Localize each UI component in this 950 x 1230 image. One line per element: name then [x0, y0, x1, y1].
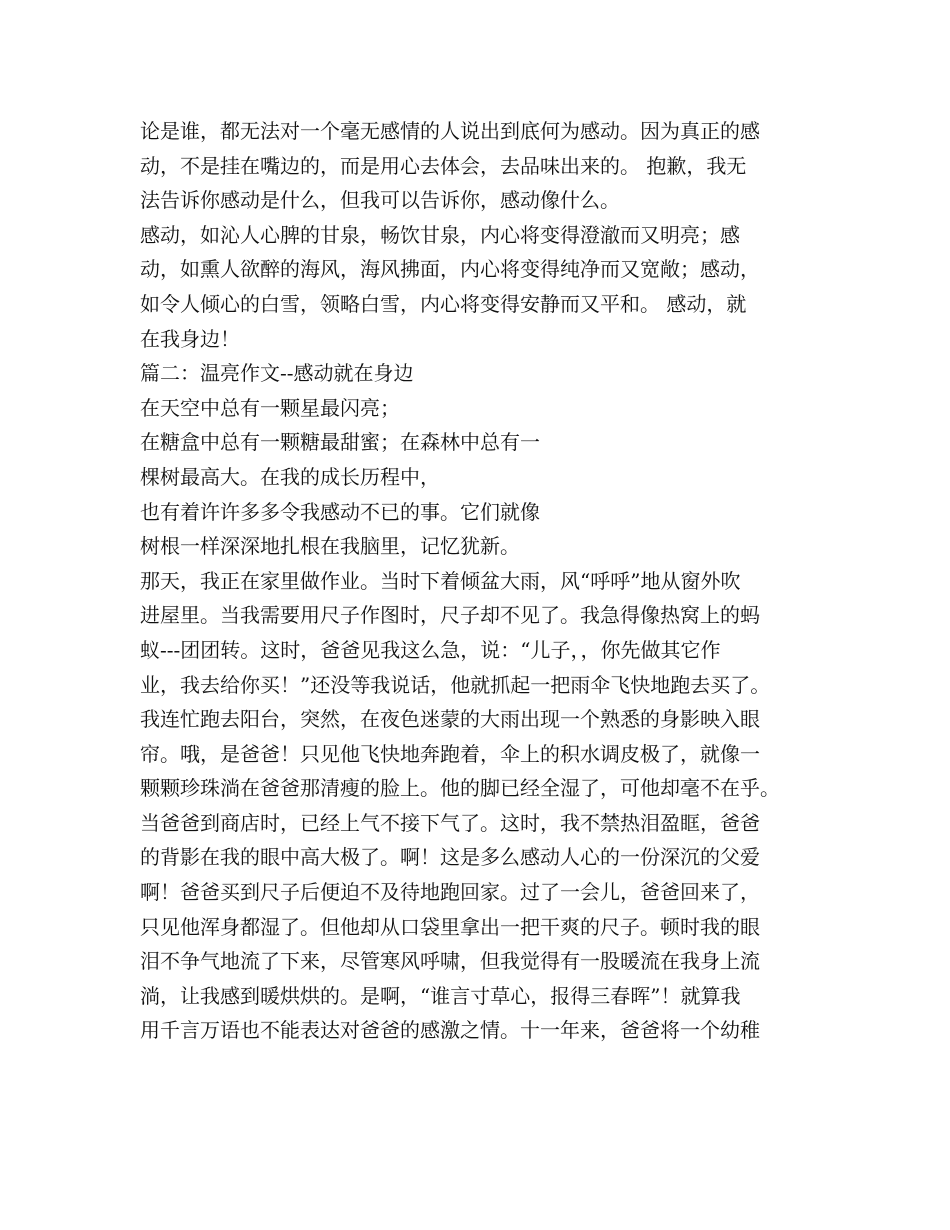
text-line: 也有着许许多多令我感动不已的事。它们就像 — [140, 499, 540, 524]
text-line: 那天，我正在家里做作业。当时下着倾盆大雨，风“呼呼”地从窗外吹 — [140, 568, 741, 593]
text-line: 动，不是挂在嘴边的，而是用心去体会，去品味出来的。 抱歉，我无 — [140, 153, 747, 178]
essay-text — [140, 114, 830, 1048]
text-line: 论是谁，都无法对一个毫无感情的人说出到底何为感动。因为真正的感 — [140, 119, 760, 143]
text-line: 在我身边！ — [140, 326, 240, 351]
text-line: 棵树最高大。在我的成长历程中， — [140, 464, 440, 489]
text-line: 帘。哦，是爸爸！只见他飞快地奔跑着，伞上的积水调皮极了，就像一 — [140, 741, 760, 766]
text-line: 泪不争气地流了下来，尽管寒风呼啸，但我觉得有一股暖流在我身上流 — [140, 949, 760, 974]
text-line: 在糖盒中总有一颗糖最甜蜜；在森林中总有一 — [140, 430, 540, 455]
text-line: 树根一样深深地扎根在我脑里，记忆犹新。 — [140, 534, 520, 559]
text-line: 用千言万语也不能表达对爸爸的感激之情。十一年来，爸爸将一个幼稚 — [140, 1018, 760, 1043]
text-line: 动，如熏人欲醉的海风，海风拂面，内心将变得纯净而又宽敞；感动， — [140, 257, 760, 282]
text-line: 蚁---团团转。这时，爸爸见我这么急，说：“儿子，，你先做其它作 — [140, 637, 721, 662]
text-line: 法告诉你感动是什么，但我可以告诉你，感动像什么。 — [140, 188, 620, 213]
text-line: 的背影在我的眼中高大极了。啊！这是多么感动人心的一份深沉的父爱 — [140, 845, 760, 870]
text-line: 如令人倾心的白雪，领略白雪，内心将变得安静而又平和。 感动，就 — [140, 291, 747, 316]
text-line: 颗颗珍珠淌在爸爸那清瘦的脸上。他的脚已经全湿了，可他却毫不在乎。 — [140, 776, 780, 801]
section-heading: 篇二：温亮作文--感动就在身边 — [140, 361, 414, 386]
text-line: 在天空中总有一颗星最闪亮； — [140, 395, 400, 420]
text-line: 只见他浑身都湿了。但他却从口袋里拿出一把干爽的尺子。顿时我的眼 — [140, 914, 760, 939]
text-line: 我连忙跑去阳台，突然，在夜色迷蒙的大雨出现一个熟悉的身影映入眼 — [140, 707, 760, 732]
text-line: 业，我去给你买！”还没等我说话，他就抓起一把雨伞飞快地跑去买了。 — [140, 672, 771, 697]
text-line: 淌，让我感到暖烘烘的。是啊，“谁言寸草心，报得三春晖”！就算我 — [140, 983, 741, 1008]
text-line: 啊！爸爸买到尺子后便迫不及待地跑回家。过了一会儿，爸爸回来了， — [140, 880, 760, 905]
text-line: 当爸爸到商店时，已经上气不接下气了。这时，我不禁热泪盈眶，爸爸 — [140, 810, 760, 835]
text-line: 感动，如沁人心脾的甘泉，畅饮甘泉，内心将变得澄澈而又明亮；感 — [140, 222, 740, 247]
text-line: 进屋里。当我需要用尺子作图时，尺子却不见了。我急得像热窝上的蚂 — [140, 603, 760, 628]
